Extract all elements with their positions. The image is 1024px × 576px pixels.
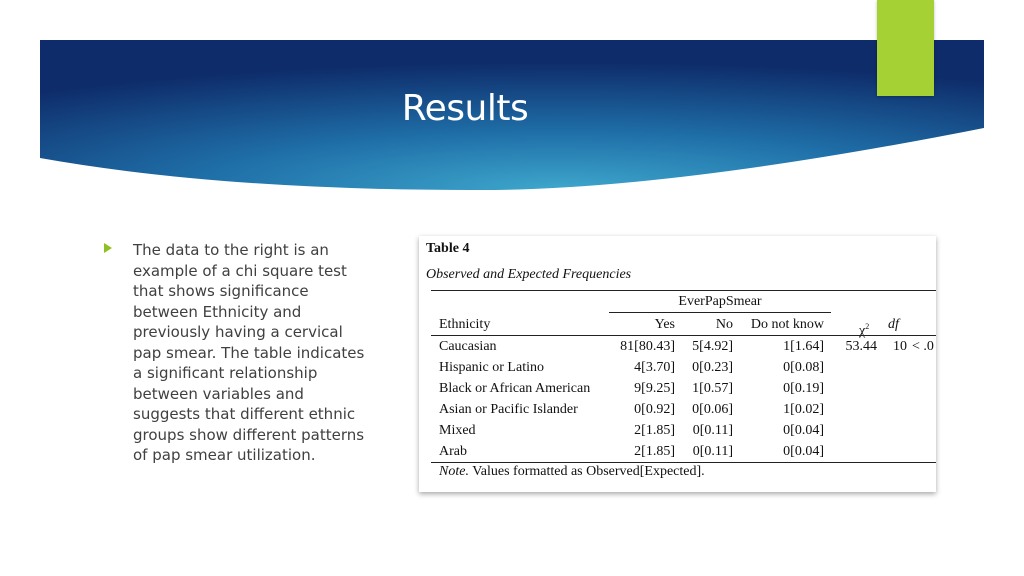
cell-do-not-know: 1[1.64] <box>783 339 824 354</box>
cell-ethnicity: Caucasian <box>439 339 497 354</box>
cell-ethnicity: Mixed <box>439 423 476 438</box>
cell-do-not-know: 0[0.04] <box>783 444 824 459</box>
cell-yes: 81[80.43] <box>620 339 675 354</box>
cell-chi-square: 53.44 <box>845 339 877 354</box>
cell-no: 0[0.11] <box>692 444 733 459</box>
bullet-arrow-icon <box>104 243 112 253</box>
note-text: Values formatted as Observed[Expected]. <box>472 464 705 479</box>
table-label: Table 4 <box>426 241 470 256</box>
cell-no: 1[0.57] <box>692 381 733 396</box>
cell-ethnicity: Hispanic or Latino <box>439 360 544 375</box>
header-no: No <box>715 317 733 332</box>
header-ethnicity: Ethnicity <box>439 317 491 332</box>
slide-title: Results <box>401 88 529 129</box>
cell-do-not-know: 1[0.02] <box>783 402 824 417</box>
table-note <box>439 464 705 480</box>
note-label: Note. <box>439 464 469 479</box>
cell-df: 10 <box>893 339 907 354</box>
cell-do-not-know: 0[0.08] <box>783 360 824 375</box>
cell-do-not-know: 0[0.19] <box>783 381 824 396</box>
header-yes: Yes <box>654 317 675 332</box>
cell-yes: 0[0.92] <box>634 402 675 417</box>
header-bottom-rule <box>431 335 936 336</box>
group-header-rule <box>609 312 831 313</box>
cell-no: 0[0.11] <box>692 423 733 438</box>
cell-no: 0[0.06] <box>692 402 733 417</box>
cell-ethnicity: Arab <box>439 444 467 459</box>
cell-yes: 2[1.85] <box>634 444 675 459</box>
group-header: EverPapSmear <box>678 294 762 309</box>
chi-exponent: 2 <box>865 322 870 331</box>
table-figure <box>419 236 936 492</box>
cell-no: 5[4.92] <box>692 339 733 354</box>
cell-yes: 4[3.70] <box>634 360 675 375</box>
header-df: df <box>888 317 899 332</box>
header-do-not-know: Do not know <box>750 317 824 332</box>
cell-no: 0[0.23] <box>692 360 733 375</box>
accent-tab <box>877 0 934 96</box>
cell-ethnicity: Asian or Pacific Islander <box>439 402 578 417</box>
bullet-list <box>104 240 374 466</box>
table-top-rule <box>431 290 936 291</box>
table-bottom-rule <box>431 462 936 463</box>
bullet-text: The data to the right is an example of a chi square test that shows significance between Ethnicity and previously having a cervical pap smear. The table indicates a significant relationship between variables and suggests that different ethnic groups show different patterns of pap smear utilization. <box>133 241 365 464</box>
cell-yes: 2[1.85] <box>634 423 675 438</box>
cell-ethnicity: Black or African American <box>439 381 591 396</box>
cell-p: < .0 <box>912 339 934 354</box>
chi-symbol: χ <box>859 323 866 339</box>
header-chi-square <box>859 319 869 340</box>
cell-yes: 9[9.25] <box>634 381 675 396</box>
cell-do-not-know: 0[0.04] <box>783 423 824 438</box>
table-caption: Observed and Expected Frequencies <box>426 267 632 282</box>
